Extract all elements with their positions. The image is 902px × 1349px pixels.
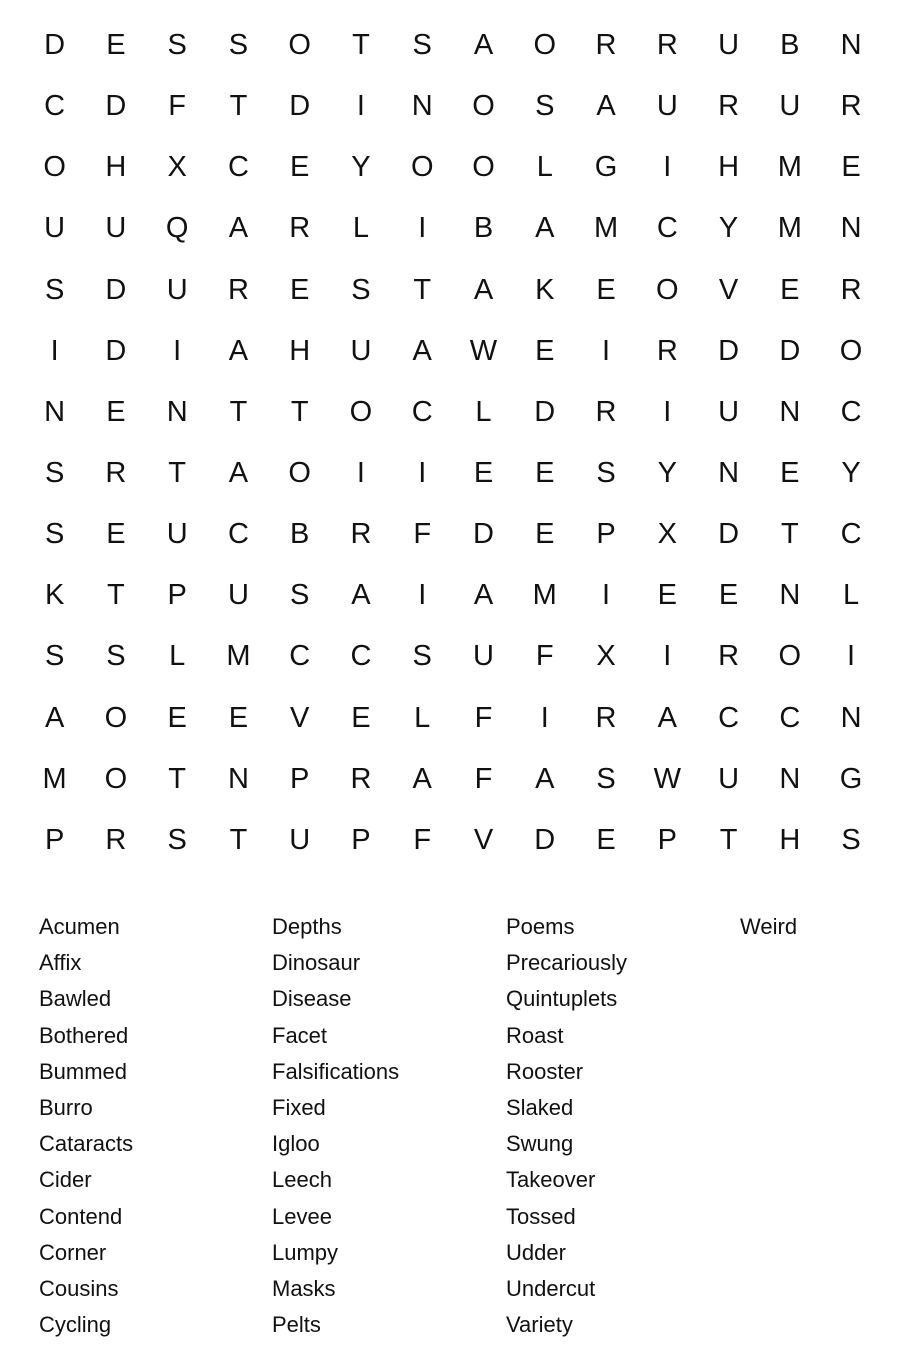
- grid-cell[interactable]: E: [228, 701, 249, 734]
- grid-cell[interactable]: Y: [718, 212, 739, 245]
- grid-cell[interactable]: D: [105, 90, 127, 123]
- grid-cell[interactable]: S: [841, 823, 861, 856]
- grid-cell[interactable]: R: [595, 395, 617, 428]
- word-list-item: Tossed: [506, 1203, 576, 1229]
- grid-cell[interactable]: T: [229, 395, 248, 428]
- grid-cell[interactable]: T: [229, 90, 248, 123]
- grid-cell[interactable]: C: [656, 212, 678, 245]
- grid-cell[interactable]: S: [44, 457, 65, 490]
- grid-row: [24, 504, 882, 565]
- word-list-item: Bummed: [39, 1058, 128, 1084]
- grid-row: [24, 382, 882, 443]
- grid-cell[interactable]: C: [840, 518, 862, 551]
- grid-cell[interactable]: B: [780, 29, 800, 62]
- grid-cell[interactable]: E: [167, 701, 187, 734]
- grid-cell[interactable]: S: [596, 457, 616, 490]
- grid-cell[interactable]: U: [656, 90, 678, 123]
- grid-cell[interactable]: I: [356, 457, 365, 490]
- grid-cell[interactable]: O: [839, 334, 863, 367]
- grid-cell[interactable]: V: [718, 273, 739, 306]
- grid-cell[interactable]: U: [44, 212, 66, 245]
- grid-cell[interactable]: U: [166, 518, 188, 551]
- grid-cell[interactable]: D: [779, 334, 801, 367]
- word-column: [740, 909, 902, 945]
- word-list-item: Cataracts: [39, 1131, 134, 1157]
- grid-row: [24, 688, 882, 749]
- grid-cell[interactable]: C: [227, 151, 249, 184]
- grid-cell[interactable]: F: [413, 823, 432, 856]
- word-list-item: Udder: [506, 1239, 566, 1265]
- grid-cell[interactable]: G: [839, 762, 863, 795]
- grid-cell[interactable]: T: [168, 457, 187, 490]
- word-list-item: Weird: [740, 914, 798, 939]
- grid-cell[interactable]: N: [779, 579, 801, 612]
- grid-cell[interactable]: N: [779, 395, 801, 428]
- grid-cell[interactable]: U: [779, 90, 801, 123]
- grid-cell[interactable]: E: [106, 29, 126, 62]
- grid-cell[interactable]: A: [351, 579, 371, 612]
- grid-cell[interactable]: R: [840, 273, 862, 306]
- grid-cell[interactable]: E: [535, 457, 555, 490]
- grid-cell[interactable]: N: [840, 212, 862, 245]
- letter-grid: [24, 15, 882, 871]
- word-list-item: Falsifications: [272, 1058, 400, 1084]
- grid-cell[interactable]: Y: [841, 457, 861, 490]
- grid-cell[interactable]: T: [290, 395, 309, 428]
- word-list-item: Dinosaur: [272, 950, 361, 976]
- grid-cell[interactable]: E: [290, 273, 310, 306]
- grid-cell[interactable]: F: [474, 701, 493, 734]
- grid-cell[interactable]: O: [778, 640, 802, 673]
- grid-cell[interactable]: D: [44, 29, 66, 62]
- grid-cell[interactable]: S: [596, 762, 616, 795]
- grid-cell[interactable]: A: [657, 701, 677, 734]
- grid-cell[interactable]: P: [44, 823, 65, 856]
- grid-cell[interactable]: X: [596, 640, 616, 673]
- grid-cell[interactable]: N: [718, 457, 740, 490]
- grid-cell[interactable]: N: [840, 701, 862, 734]
- grid-cell[interactable]: R: [718, 90, 740, 123]
- grid-cell[interactable]: C: [840, 395, 862, 428]
- grid-cell[interactable]: E: [351, 701, 371, 734]
- grid-cell[interactable]: O: [349, 395, 373, 428]
- grid-cell[interactable]: M: [42, 762, 67, 795]
- grid-cell[interactable]: P: [290, 762, 310, 795]
- grid-cell[interactable]: E: [780, 457, 800, 490]
- grid-cell[interactable]: I: [356, 90, 365, 123]
- word-list-item: Levee: [272, 1203, 332, 1229]
- word-list-item: Leech: [272, 1167, 332, 1193]
- grid-cell[interactable]: A: [412, 762, 432, 795]
- grid-cell[interactable]: Y: [657, 457, 677, 490]
- grid-cell[interactable]: S: [412, 29, 432, 62]
- grid-cell[interactable]: I: [847, 640, 856, 673]
- grid-cell[interactable]: A: [44, 701, 65, 734]
- grid-cell[interactable]: C: [44, 90, 66, 123]
- grid-cell[interactable]: N: [227, 762, 249, 795]
- grid-cell[interactable]: E: [535, 334, 555, 367]
- word-list-item: Disease: [272, 986, 352, 1012]
- grid-cell[interactable]: H: [779, 823, 801, 856]
- word-column: [39, 909, 269, 1343]
- word-list-item: Cycling: [39, 1312, 112, 1338]
- grid-cell[interactable]: U: [227, 579, 249, 612]
- word-list-item: Igloo: [272, 1131, 320, 1157]
- grid-row: [24, 260, 882, 321]
- word-list-item: Undercut: [506, 1275, 596, 1301]
- grid-cell[interactable]: I: [601, 334, 611, 367]
- grid-cell[interactable]: H: [718, 151, 740, 184]
- word-list-item: Acumen: [39, 914, 120, 939]
- grid-cell[interactable]: S: [351, 273, 371, 306]
- grid-cell[interactable]: T: [413, 273, 432, 306]
- grid-cell[interactable]: R: [718, 640, 740, 673]
- grid-row: [24, 198, 882, 259]
- word-list: [39, 909, 879, 1349]
- grid-cell[interactable]: E: [718, 579, 739, 612]
- grid-cell[interactable]: M: [777, 151, 802, 184]
- grid-cell[interactable]: M: [777, 212, 802, 245]
- grid-cell[interactable]: R: [105, 457, 127, 490]
- grid-cell[interactable]: O: [656, 273, 679, 306]
- word-list-item: Lumpy: [272, 1239, 339, 1265]
- grid-cell[interactable]: I: [50, 334, 59, 367]
- grid-cell[interactable]: S: [167, 823, 187, 856]
- grid-cell[interactable]: S: [412, 640, 432, 673]
- grid-cell[interactable]: A: [228, 457, 249, 490]
- grid-cell[interactable]: O: [104, 762, 128, 795]
- grid-cell[interactable]: E: [657, 579, 677, 612]
- grid-cell[interactable]: X: [657, 518, 677, 551]
- word-list-item: Depths: [272, 914, 342, 939]
- grid-cell[interactable]: A: [228, 212, 249, 245]
- grid-cell[interactable]: S: [44, 640, 65, 673]
- grid-cell[interactable]: E: [106, 518, 126, 551]
- grid-cell[interactable]: S: [167, 29, 187, 62]
- word-list-item: Burro: [39, 1094, 93, 1120]
- grid-cell[interactable]: S: [106, 640, 126, 673]
- grid-cell[interactable]: A: [473, 273, 494, 306]
- grid-cell[interactable]: R: [227, 273, 249, 306]
- grid-cell[interactable]: T: [107, 579, 125, 612]
- grid-cell[interactable]: R: [350, 518, 372, 551]
- grid-cell[interactable]: R: [289, 212, 311, 245]
- word-list-item: Slaked: [506, 1094, 574, 1120]
- grid-cell[interactable]: E: [106, 395, 126, 428]
- grid-cell[interactable]: H: [105, 151, 127, 184]
- grid-cell[interactable]: D: [105, 334, 127, 367]
- grid-cell[interactable]: E: [596, 273, 616, 306]
- grid-cell[interactable]: S: [44, 518, 65, 551]
- grid-row: [24, 76, 882, 137]
- grid-cell[interactable]: O: [472, 90, 495, 123]
- grid-cell[interactable]: G: [594, 151, 618, 184]
- grid-cell[interactable]: O: [472, 151, 495, 184]
- grid-cell[interactable]: C: [289, 640, 311, 673]
- grid-cell[interactable]: X: [167, 151, 187, 184]
- grid-cell[interactable]: T: [719, 823, 738, 856]
- word-list-item: Fixed: [272, 1094, 326, 1120]
- grid-cell[interactable]: R: [595, 29, 617, 62]
- grid-cell[interactable]: E: [473, 457, 494, 490]
- grid-cell[interactable]: O: [533, 29, 557, 62]
- grid-cell[interactable]: I: [173, 334, 182, 367]
- grid-cell[interactable]: U: [473, 640, 494, 673]
- grid-cell[interactable]: U: [718, 762, 740, 795]
- grid-cell[interactable]: W: [653, 762, 681, 795]
- grid-cell[interactable]: N: [840, 29, 862, 62]
- grid-cell[interactable]: L: [169, 640, 186, 673]
- grid-cell[interactable]: L: [536, 151, 553, 184]
- word-list-item: Contend: [39, 1203, 123, 1229]
- grid-cell[interactable]: Y: [351, 151, 371, 184]
- grid-cell[interactable]: P: [167, 579, 187, 612]
- grid-cell[interactable]: R: [656, 334, 678, 367]
- grid-cell[interactable]: B: [473, 212, 494, 245]
- grid-cell[interactable]: A: [535, 212, 555, 245]
- grid-cell[interactable]: I: [663, 151, 672, 184]
- grid-cell[interactable]: C: [227, 518, 249, 551]
- grid-cell[interactable]: L: [352, 212, 370, 245]
- grid-cell[interactable]: I: [601, 579, 611, 612]
- grid-cell[interactable]: S: [535, 90, 555, 123]
- grid-cell[interactable]: I: [540, 701, 549, 734]
- grid-cell[interactable]: T: [352, 29, 370, 62]
- grid-cell[interactable]: A: [228, 334, 249, 367]
- grid-cell[interactable]: F: [413, 518, 432, 551]
- grid-row: [24, 443, 882, 504]
- grid-row: [24, 626, 882, 687]
- word-list-item: Pelts: [272, 1312, 321, 1338]
- word-list-item: Facet: [272, 1022, 328, 1048]
- word-list-item: Roast: [506, 1022, 564, 1048]
- word-list-item: Swung: [506, 1131, 574, 1157]
- grid-cell[interactable]: B: [290, 518, 310, 551]
- grid-cell[interactable]: A: [473, 29, 494, 62]
- grid-cell[interactable]: P: [657, 823, 677, 856]
- grid-cell[interactable]: L: [475, 395, 492, 428]
- grid-row: [24, 749, 882, 810]
- word-list-item: Affix: [39, 950, 82, 976]
- grid-cell[interactable]: P: [351, 823, 371, 856]
- grid-cell[interactable]: K: [44, 579, 65, 612]
- grid-cell[interactable]: S: [290, 579, 310, 612]
- grid-cell[interactable]: E: [596, 823, 616, 856]
- grid-cell[interactable]: T: [168, 762, 187, 795]
- grid-cell[interactable]: L: [414, 701, 431, 734]
- grid-row: [24, 565, 882, 626]
- word-list-item: Poems: [506, 914, 575, 939]
- grid-cell[interactable]: W: [469, 334, 498, 367]
- grid-cell[interactable]: E: [535, 518, 555, 551]
- grid-cell[interactable]: N: [779, 762, 801, 795]
- grid-cell[interactable]: O: [104, 701, 128, 734]
- grid-cell[interactable]: N: [411, 90, 433, 123]
- grid-cell[interactable]: C: [350, 640, 372, 673]
- word-list-item: Bawled: [39, 986, 112, 1012]
- grid-cell[interactable]: S: [44, 273, 65, 306]
- grid-cell[interactable]: A: [535, 762, 555, 795]
- grid-cell[interactable]: O: [43, 151, 66, 184]
- grid-cell[interactable]: L: [843, 579, 860, 612]
- grid-cell[interactable]: U: [718, 395, 740, 428]
- grid-cell[interactable]: F: [474, 762, 493, 795]
- word-list-item: Quintuplets: [506, 986, 618, 1012]
- grid-cell[interactable]: N: [166, 395, 188, 428]
- grid-cell[interactable]: D: [534, 823, 556, 856]
- grid-cell[interactable]: T: [780, 518, 799, 551]
- word-column: [272, 909, 502, 1343]
- grid-cell[interactable]: H: [289, 334, 311, 367]
- grid-cell[interactable]: R: [350, 762, 372, 795]
- grid-cell[interactable]: A: [596, 90, 616, 123]
- grid-cell[interactable]: M: [532, 579, 557, 612]
- grid-cell[interactable]: U: [289, 823, 311, 856]
- word-list-item: Bothered: [39, 1022, 129, 1048]
- grid-cell[interactable]: D: [534, 395, 556, 428]
- word-list-item: Variety: [506, 1312, 573, 1338]
- word-list-item: Rooster: [506, 1058, 584, 1084]
- grid-cell[interactable]: E: [841, 151, 861, 184]
- grid-cell[interactable]: D: [718, 334, 740, 367]
- grid-row: [24, 15, 882, 76]
- word-list-item: Takeover: [506, 1167, 596, 1193]
- grid-cell[interactable]: M: [593, 212, 619, 245]
- grid-cell[interactable]: D: [473, 518, 494, 551]
- grid-cell[interactable]: E: [780, 273, 800, 306]
- grid-cell[interactable]: U: [718, 29, 740, 62]
- word-list-item: Masks: [272, 1275, 336, 1301]
- grid-cell[interactable]: R: [105, 823, 127, 856]
- grid-cell[interactable]: A: [473, 579, 494, 612]
- grid-cell[interactable]: R: [595, 701, 617, 734]
- grid-cell[interactable]: C: [718, 701, 740, 734]
- grid-cell[interactable]: V: [473, 823, 494, 856]
- grid-cell[interactable]: R: [656, 29, 678, 62]
- grid-cell[interactable]: O: [410, 151, 434, 184]
- grid-cell[interactable]: I: [418, 212, 427, 245]
- word-list-item: Cider: [39, 1167, 92, 1193]
- grid-cell[interactable]: I: [418, 457, 427, 490]
- grid-cell[interactable]: O: [288, 29, 311, 62]
- grid-cell[interactable]: O: [288, 457, 311, 490]
- grid-cell[interactable]: U: [166, 273, 188, 306]
- grid-row: [24, 137, 882, 198]
- word-list-item: Corner: [39, 1239, 107, 1265]
- grid-cell[interactable]: Q: [165, 212, 189, 245]
- grid-cell[interactable]: C: [411, 395, 433, 428]
- grid-cell[interactable]: V: [290, 701, 310, 734]
- grid-cell[interactable]: R: [840, 90, 862, 123]
- grid-cell[interactable]: I: [418, 579, 427, 612]
- grid-cell[interactable]: N: [44, 395, 66, 428]
- grid-cell[interactable]: E: [290, 151, 310, 184]
- grid-cell[interactable]: C: [779, 701, 801, 734]
- grid-cell[interactable]: F: [168, 90, 187, 123]
- grid-cell[interactable]: M: [226, 640, 251, 673]
- grid-cell[interactable]: F: [535, 640, 554, 673]
- grid-row: [24, 321, 882, 382]
- grid-cell[interactable]: U: [105, 212, 127, 245]
- grid-cell[interactable]: U: [350, 334, 372, 367]
- grid-row: [24, 810, 882, 871]
- grid-cell[interactable]: S: [228, 29, 249, 62]
- word-list-item: Cousins: [39, 1275, 119, 1301]
- grid-cell[interactable]: K: [535, 273, 555, 306]
- grid-cell[interactable]: D: [718, 518, 740, 551]
- grid-cell[interactable]: D: [289, 90, 311, 123]
- word-column: [506, 909, 736, 1343]
- grid-cell[interactable]: P: [596, 518, 616, 551]
- grid-cell[interactable]: I: [663, 640, 672, 673]
- grid-cell[interactable]: I: [663, 395, 672, 428]
- grid-cell[interactable]: D: [105, 273, 127, 306]
- word-list-item: Precariously: [506, 950, 628, 976]
- grid-cell[interactable]: T: [229, 823, 248, 856]
- grid-cell[interactable]: A: [412, 334, 432, 367]
